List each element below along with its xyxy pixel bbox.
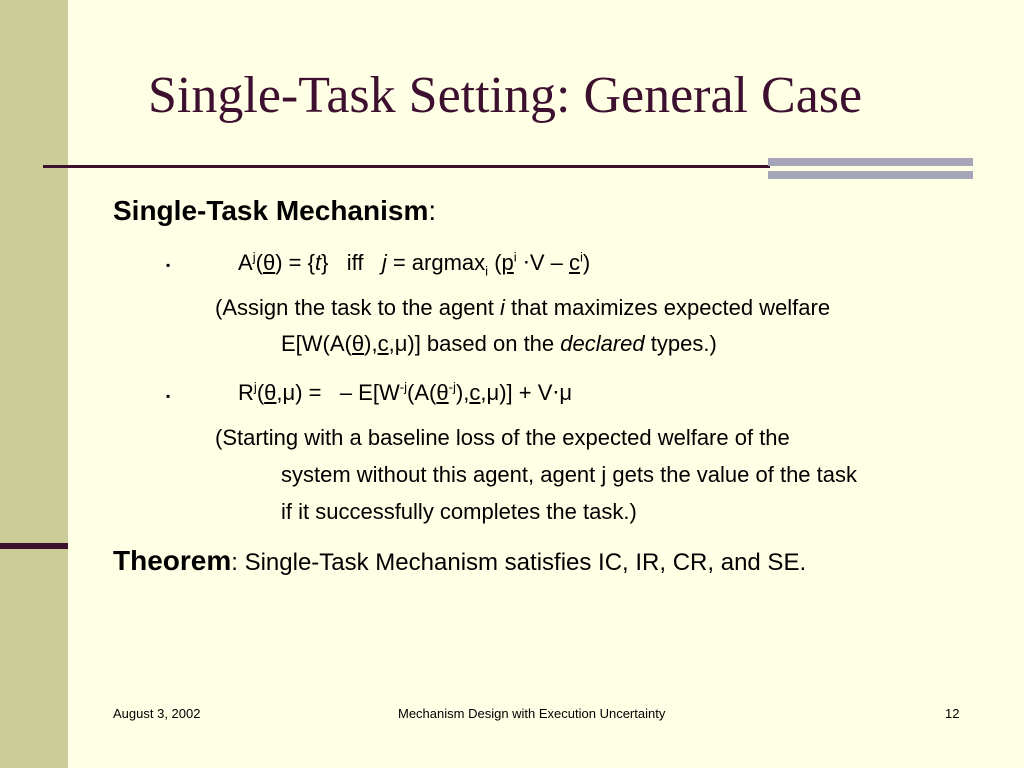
- payment-note-line-1: (Starting with a baseline loss of the expected welfare of the: [215, 425, 790, 450]
- allocation-formula: $A^j(\theta) = \{t\}$ iff j = argmax$_i$ $(p^i \cdot V - c^i)$: [238, 249, 591, 279]
- payment-note-line-3: if it successfully completes the task.): [281, 499, 637, 524]
- theorem-text: : Single-Task Mechanism satisfies IC, IR, CR, and SE.: [231, 549, 807, 576]
- payment-note-line-2: system without this agent, agent j gets the value of the task: [281, 462, 857, 487]
- footer-title: Mechanism Design with Execution Uncertainty: [398, 706, 666, 721]
- allocation-note-line-1: (Assign the task to the agent i that maximizes expected welfare: [215, 295, 831, 320]
- mechanism-heading-line: [113, 195, 436, 227]
- footer-date: August 3, 2002: [113, 706, 201, 721]
- bullet-icon-2: ▪: [166, 389, 171, 403]
- theorem-line: [113, 545, 806, 577]
- title-divider-gray-top: [768, 158, 973, 166]
- slide-title: Single-Task Setting: General Case: [148, 67, 863, 124]
- allocation-note-line-2: E[W(A(θ),c,μ)] based on the declared types.): [281, 331, 717, 356]
- left-bar-accent-line: [0, 543, 68, 549]
- mechanism-colon: :: [428, 195, 437, 226]
- title-divider-gray-bottom: [768, 171, 973, 179]
- page-number: 12: [945, 706, 960, 721]
- payment-formula: $R^j(\theta,\mu)$ = – $E[W^{-j}(A(\theta^{-j}),c,\mu)] + V\cdot\mu$: [238, 379, 573, 405]
- bullet-icon-1: ▪: [166, 258, 171, 272]
- mechanism-heading: Single-Task Mechanism: [113, 195, 429, 226]
- theorem-heading: Theorem: [113, 545, 232, 576]
- left-sidebar-bar: [0, 0, 68, 768]
- title-divider: [43, 165, 770, 168]
